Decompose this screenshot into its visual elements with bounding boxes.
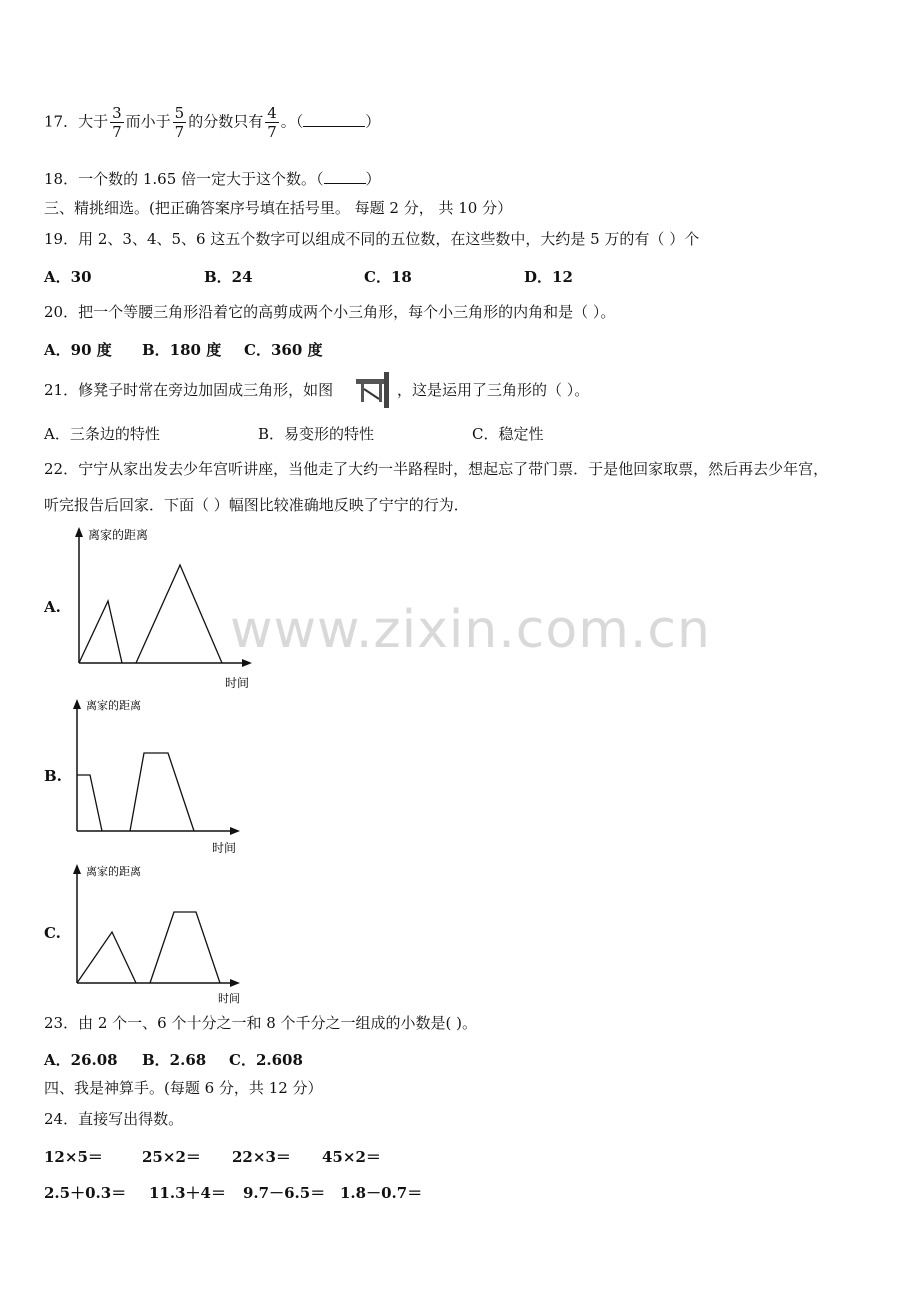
q19-option-a[interactable]: A．30 [44, 268, 92, 286]
graph-a-ylabel: 离家的距离 [88, 528, 149, 542]
graph-a-xlabel: 时间 [225, 676, 250, 690]
graph-a-label[interactable]: A. [44, 598, 61, 616]
q23-option-c[interactable]: C．2.608 [229, 1051, 303, 1069]
question-22-line2: 听完报告后回家．下面（ ）幅图比较准确地反映了宁宁的行为． [44, 496, 469, 514]
question-20: 20．把一个等腰三角形沿着它的高剪成两个小三角形，每个小三角形的内角和是（ ）。 [44, 303, 616, 321]
q21-text-before: 21．修凳子时常在旁边加固成三角形，如图 [44, 381, 334, 399]
q17-mid2: 的分数只有 [188, 112, 264, 131]
q18-close: ） [365, 170, 381, 188]
question-22-line1: 22．宁宁从家出发去少年宫听讲座，当他走了大约一半路程时，想起忘了带门票．于是他回家取票，然后再去少年宫， [44, 460, 829, 478]
q21-option-a[interactable]: A．三条边的特性 [44, 425, 160, 443]
section-4-heading: 四、我是神算手。(每题 6 分，共 12 分） [44, 1079, 323, 1097]
graph-b-ylabel: 离家的距离 [86, 699, 141, 712]
calc-item: 45×2＝ [322, 1148, 381, 1166]
stool-icon [353, 369, 395, 411]
q17-prefix: 17．大于 [44, 112, 109, 131]
q18-text: 18．一个数的 1.65 倍一定大于这个数。（ [44, 170, 324, 188]
question-21-after [397, 380, 589, 400]
graph-c-label[interactable]: C. [44, 924, 61, 942]
fraction-5-7: $\frac{5}{7}$ [174, 104, 185, 141]
q23-option-b[interactable]: B．2.68 [142, 1051, 207, 1069]
calc-item: 25×2＝ [142, 1148, 201, 1166]
question-19: 19．用 2、3、4、5、6 这五个数字可以组成不同的五位数，在这些数中，大约是 5 万的有（ ）个 [44, 230, 700, 248]
watermark: www.zixin.com.cn [230, 600, 711, 660]
q19-option-c[interactable]: C．18 [364, 268, 412, 286]
graph-c [60, 860, 260, 1008]
calc-item: 9.7－6.5＝ [243, 1184, 326, 1202]
q17-suffix-close: ） [365, 112, 381, 131]
q20-option-b[interactable]: B．180 度 [142, 341, 222, 359]
q21-text-after: ，这是运用了三角形的（ ）。 [397, 381, 590, 399]
answer-blank[interactable] [303, 112, 365, 127]
q19-option-b[interactable]: B．24 [204, 268, 253, 286]
section-3-heading: 三、精挑细选。(把正确答案序号填在括号里。 每题 2 分， 共 10 分） [44, 199, 513, 217]
question-18 [44, 169, 381, 189]
calc-item: 1.8－0.7＝ [340, 1184, 423, 1202]
graph-b [60, 695, 260, 860]
q17-mid: 而小于 [125, 112, 171, 131]
q17-suffix-open: 。（ [280, 112, 304, 131]
graph-c-ylabel: 离家的距离 [86, 865, 141, 878]
fraction-4-7: $\frac{4}{7}$ [267, 104, 277, 141]
answer-blank[interactable] [324, 169, 366, 184]
calc-item: 2.5＋0.3＝ [44, 1184, 127, 1202]
calc-item: 11.3＋4＝ [149, 1184, 226, 1202]
fraction-3-7: $\frac{3}{7}$ [112, 104, 122, 141]
question-21 [44, 380, 333, 400]
q20-option-a[interactable]: A．90 度 [44, 341, 112, 359]
question-23: 23．由 2 个一、6 个十分之一和 8 个千分之一组成的小数是( )。 [44, 1014, 478, 1032]
calc-item: 22×3＝ [232, 1148, 291, 1166]
q21-option-c[interactable]: C．稳定性 [472, 425, 544, 443]
graph-b-xlabel: 时间 [212, 841, 237, 855]
q21-option-b[interactable]: B．易变形的特性 [258, 425, 375, 443]
graph-c-xlabel: 时间 [218, 992, 240, 1005]
question-24: 24．直接写出得数。 [44, 1110, 184, 1128]
q23-option-a[interactable]: A．26.08 [44, 1051, 118, 1069]
calc-item: 12×5＝ [44, 1148, 103, 1166]
q19-option-d[interactable]: D．12 [524, 268, 573, 286]
question-17 [44, 104, 380, 141]
graph-b-label[interactable]: B. [44, 767, 62, 785]
q20-option-c[interactable]: C．360 度 [244, 341, 323, 359]
